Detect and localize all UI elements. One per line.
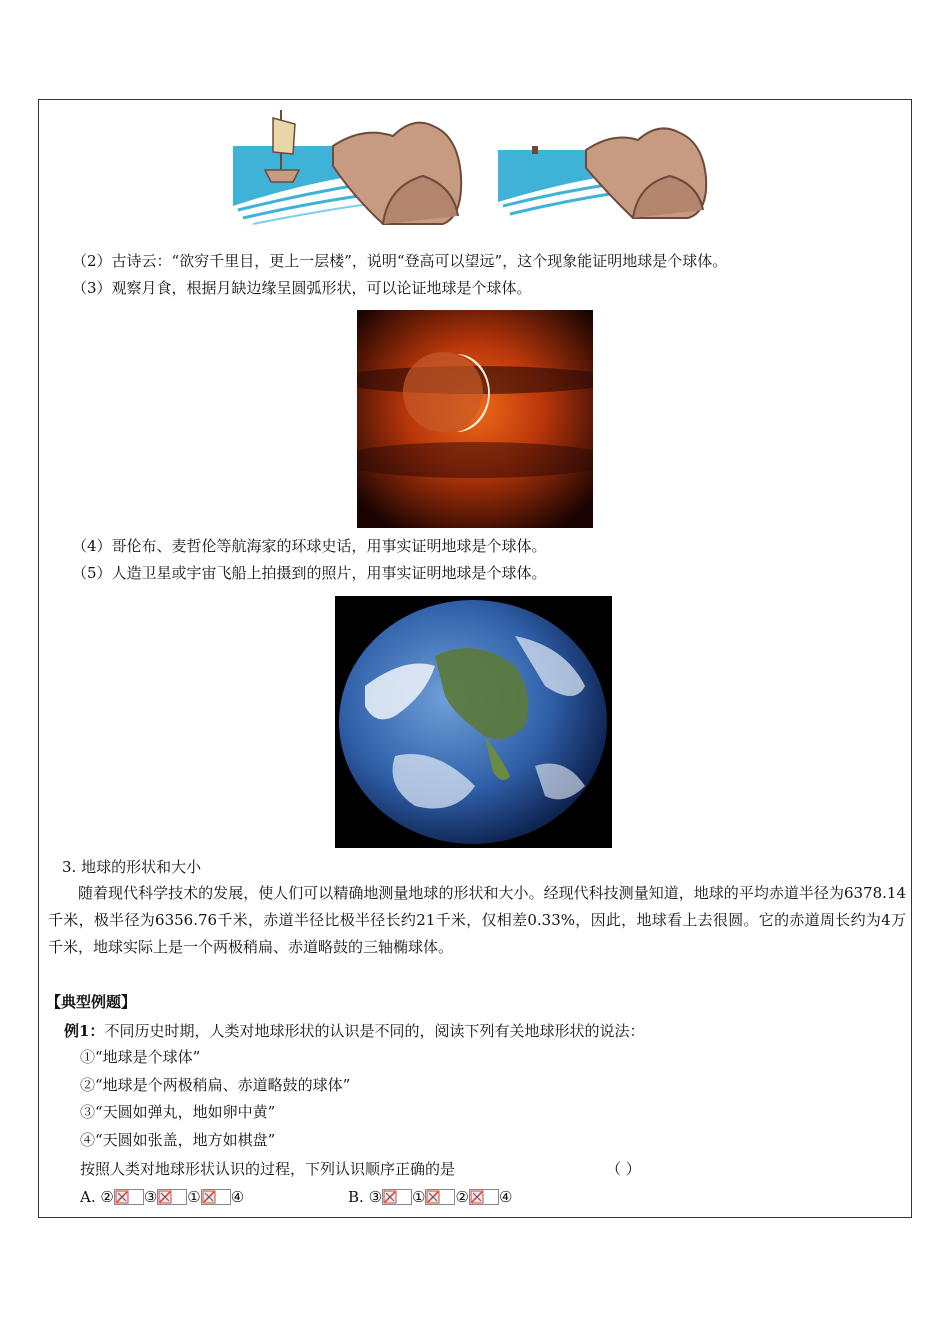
broken-image-icon [157,1189,187,1205]
broken-image-icon [382,1189,412,1205]
section-3-heading: 3. 地球的形状和大小 [62,858,202,876]
statement-2: ②“地球是个两极稍扁、赤道略鼓的球体” [80,1076,351,1094]
broken-image-icon [114,1189,144,1205]
item-5: （5）人造卫星或宇宙飞船上拍摄到的照片，用事实证明地球是个球体。 [72,564,547,582]
ship-far-coast-image [498,118,708,222]
item-2: （2）古诗云：“欲穷千里目，更上一层楼”，说明“登高可以望远”，这个现象能证明地球是个球体。 [72,252,728,270]
option-b-item-4: ④ [498,1188,513,1206]
option-b-label: B. [348,1188,364,1206]
option-b-item-2: ① [412,1188,426,1206]
option-a[interactable] [80,1187,244,1207]
option-a-item-3: ① [187,1188,201,1206]
statement-3: ③“天圆如弹丸，地如卵中黄” [80,1103,276,1121]
statement-1: ①“地球是个球体” [80,1048,201,1066]
lunar-eclipse-photo [357,310,593,528]
question-text: 按照人类对地球形状认识的过程，下列认识顺序正确的是 [80,1160,456,1178]
broken-image-icon [469,1189,499,1205]
option-a-item-2: ③ [143,1188,158,1206]
ship-near-coast-image [233,106,465,232]
example-1 [64,1021,644,1041]
option-a-label: A. [80,1188,96,1206]
example-1-text: 不同历史时期，人类对地球形状的认识是不同的，阅读下列有关地球形状的说法： [104,1022,645,1040]
option-b-item-3: ② [455,1188,469,1206]
option-b-item-1: ③ [368,1188,383,1206]
broken-image-icon [201,1189,231,1205]
broken-image-icon [425,1189,455,1205]
option-a-item-4: ④ [230,1188,245,1206]
answer-blank: （ ） [606,1160,641,1178]
option-b[interactable] [348,1187,512,1207]
item-4: （4）哥伦布、麦哲伦等航海家的环球史话，用事实证明地球是个球体。 [72,537,547,555]
statement-4: ④“天圆如张盖，地方如棋盘” [80,1131,276,1149]
earth-photo [335,596,612,848]
section-3-body: 随着现代科学技术的发展，使人们可以精确地测量地球的形状和大小。经现代科技测量知道，地球的平均赤道半径为6378.14千米，极半径为6356.76千米，赤道半径比极半径长约21千米，仅相差0.33%，因此，地球看上去很圆。它的赤道周长约为4万千米，地球实际上是一个两极稍扁、赤道略鼓的三轴椭球体。 [48,884,906,956]
option-a-item-1: ② [100,1188,114,1206]
example-1-label: 例1： [64,1022,105,1040]
item-3: （3）观察月食，根据月缺边缘呈圆弧形状，可以论证地球是个球体。 [72,279,532,297]
examples-heading: 【典型例题】 [46,993,137,1011]
